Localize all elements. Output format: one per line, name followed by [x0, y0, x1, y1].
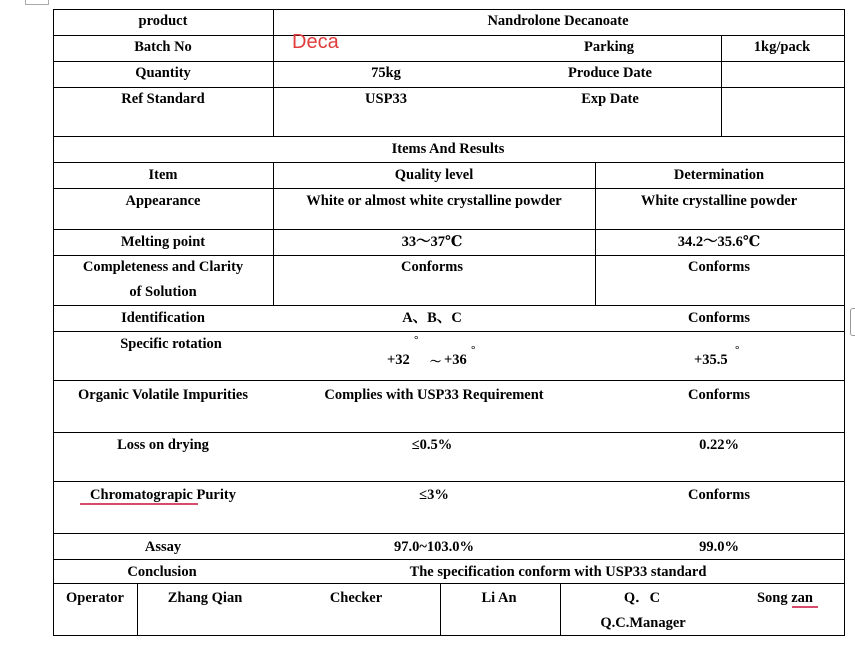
- rule: [53, 136, 845, 137]
- rule: [53, 229, 845, 230]
- rule: [53, 305, 845, 306]
- checker-value: Li An: [481, 590, 517, 606]
- qc-label-line2: Q.C.Manager: [600, 615, 686, 631]
- conclusion-value: The specification conform with USP33 standard: [409, 564, 707, 580]
- col-quality-header: Quality level: [394, 167, 474, 183]
- degree-sign: °: [471, 344, 476, 356]
- item-chromatographic-purity: Chromatograpic Purity: [90, 487, 236, 503]
- checker-label: Checker: [329, 590, 383, 606]
- rule: [53, 380, 845, 381]
- quality-rotation-high: +36: [444, 352, 467, 368]
- parking-value: 1kg/pack: [753, 39, 811, 55]
- quality-assay: 97.0~103.0%: [393, 539, 475, 555]
- product-label: product: [138, 13, 188, 29]
- determination-chromatographic-purity: Conforms: [687, 487, 751, 503]
- item-assay: Assay: [144, 539, 182, 555]
- col-item-header: Item: [148, 167, 178, 183]
- item-ovi: Organic Volatile Impurities: [78, 387, 248, 403]
- quality-rotation-low: +32: [387, 352, 410, 368]
- rule: [53, 432, 845, 433]
- quality-appearance: White or almost white crystalline powder: [306, 193, 562, 209]
- section-title: Items And Results: [391, 141, 505, 157]
- determination-ovi: Conforms: [687, 387, 751, 403]
- quantity-value: 75kg: [371, 65, 401, 81]
- quality-melting-point: 33～37℃: [401, 234, 463, 250]
- determination-appearance: White crystalline powder: [640, 193, 798, 209]
- item-melting-point: Melting point: [120, 234, 206, 250]
- item-identification: Identification: [121, 310, 205, 326]
- col-determination-header: Determination: [673, 167, 765, 183]
- rule: [53, 583, 845, 584]
- rule: [53, 188, 845, 189]
- rule: [273, 162, 274, 305]
- rule: [440, 583, 441, 635]
- operator-value: Zhang Qian: [167, 590, 243, 606]
- rule: [53, 61, 845, 62]
- determination-specific-rotation: +35.5: [694, 352, 728, 368]
- qc-label-line1: Q．C: [623, 590, 661, 606]
- rule: [53, 87, 845, 88]
- rule: [53, 635, 845, 636]
- rule: [53, 331, 845, 332]
- item-completeness-line1: Completeness and Clarity: [82, 259, 244, 275]
- rule: [721, 35, 722, 136]
- operator-label: Operator: [66, 590, 124, 606]
- rule: [53, 255, 845, 256]
- determination-melting-point: 34.2～35.6℃: [677, 234, 761, 250]
- produce-date-label: Produce Date: [568, 65, 652, 81]
- determination-completeness: Conforms: [687, 259, 751, 275]
- batch-label: Batch No: [134, 39, 192, 55]
- rule: [844, 9, 845, 636]
- product-value: Nandrolone Decanoate: [487, 13, 629, 29]
- quality-loss-on-drying: ≤0.5%: [411, 437, 453, 453]
- item-specific-rotation: Specific rotation: [120, 336, 222, 352]
- ref-standard-label: Ref Standard: [121, 91, 205, 107]
- rule: [53, 35, 845, 36]
- determination-identification: Conforms: [687, 310, 751, 326]
- rule: [53, 9, 54, 636]
- parking-label: Parking: [584, 39, 634, 55]
- determination-assay: 99.0%: [699, 539, 739, 555]
- spellcheck-underline: [792, 606, 818, 608]
- batch-stamp: Deca: [292, 31, 339, 53]
- determination-loss-on-drying: 0.22%: [699, 437, 739, 453]
- qc-manager-value: Song zan: [756, 590, 814, 606]
- rule: [53, 559, 845, 560]
- rule: [273, 9, 274, 136]
- rule: [53, 533, 845, 534]
- quality-ovi: Complies with USP33 Requirement: [324, 387, 544, 403]
- quality-identification: A、B、C: [402, 310, 462, 326]
- item-appearance: Appearance: [125, 193, 201, 209]
- rule: [53, 481, 845, 482]
- scroll-edge-handle[interactable]: [850, 308, 855, 336]
- quantity-label: Quantity: [135, 65, 191, 81]
- spellcheck-underline: [80, 503, 198, 505]
- rule: [53, 9, 845, 10]
- quality-completeness: Conforms: [400, 259, 464, 275]
- rule: [53, 162, 845, 163]
- exp-date-label: Exp Date: [581, 91, 639, 107]
- quality-rotation-sep: ～: [430, 356, 441, 368]
- rule: [560, 583, 561, 635]
- ref-standard-value: USP33: [365, 91, 407, 107]
- degree-sign: °: [414, 334, 419, 346]
- rule: [595, 162, 596, 305]
- item-loss-on-drying: Loss on drying: [117, 437, 209, 453]
- item-completeness-line2: of Solution: [129, 284, 197, 300]
- window-corner-mark: [25, 0, 49, 5]
- degree-sign: °: [735, 344, 740, 356]
- rule: [137, 583, 138, 635]
- conclusion-label: Conclusion: [127, 564, 197, 580]
- quality-chromatographic-purity: ≤3%: [419, 487, 449, 503]
